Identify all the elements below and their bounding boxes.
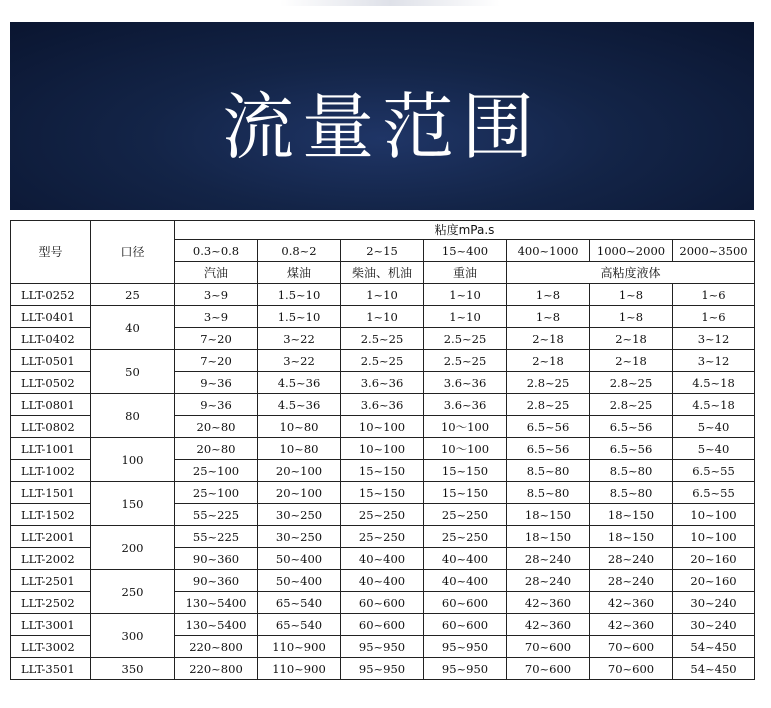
flow-cell: 55~225 [175, 504, 258, 526]
model-cell: LLT-3002 [11, 636, 91, 658]
fluid-cell: 高粘度液体 [507, 262, 755, 284]
flow-cell: 28~240 [507, 548, 590, 570]
table-row [11, 394, 755, 416]
flow-cell: 25~250 [424, 504, 507, 526]
flow-cell: 40~400 [341, 548, 424, 570]
flow-cell: 15~150 [341, 482, 424, 504]
flow-cell: 9~36 [175, 394, 258, 416]
model-cell: LLT-2501 [11, 570, 91, 592]
flow-cell: 60~600 [341, 614, 424, 636]
flow-cell: 2.8~25 [507, 372, 590, 394]
flow-cell: 220~800 [175, 658, 258, 680]
flow-cell: 30~250 [258, 526, 341, 548]
flow-cell: 1~6 [673, 284, 755, 306]
flow-cell: 2.5~25 [424, 350, 507, 372]
bore-cell: 40 [91, 306, 175, 350]
model-cell: LLT-0252 [11, 284, 91, 306]
flow-cell: 8.5~80 [507, 460, 590, 482]
flow-cell: 2.8~25 [590, 394, 673, 416]
model-cell: LLT-1001 [11, 438, 91, 460]
flow-cell: 15~150 [341, 460, 424, 482]
flow-cell: 54~450 [673, 636, 755, 658]
flow-cell: 130~5400 [175, 592, 258, 614]
flow-cell: 50~400 [258, 570, 341, 592]
model-cell: LLT-0401 [11, 306, 91, 328]
range-cell: 1000~2000 [590, 240, 673, 262]
flow-cell: 65~540 [258, 614, 341, 636]
flow-cell: 70~600 [507, 658, 590, 680]
flow-cell: 1~8 [507, 306, 590, 328]
model-cell: LLT-1501 [11, 482, 91, 504]
table-row [11, 570, 755, 592]
flow-cell: 2~18 [507, 350, 590, 372]
flow-cell: 42~360 [590, 614, 673, 636]
flow-cell: 3.6~36 [341, 372, 424, 394]
flow-cell: 95~950 [424, 636, 507, 658]
flow-cell: 60~600 [424, 614, 507, 636]
header-bore: 口径 [91, 221, 175, 284]
bore-cell: 300 [91, 614, 175, 658]
flow-cell: 130~5400 [175, 614, 258, 636]
top-smudge [280, 0, 500, 6]
flow-cell: 3~9 [175, 284, 258, 306]
range-cell: 0.3~0.8 [175, 240, 258, 262]
flow-cell: 10~80 [258, 438, 341, 460]
flow-cell: 15~150 [424, 460, 507, 482]
model-cell: LLT-1002 [11, 460, 91, 482]
flow-cell: 110~900 [258, 636, 341, 658]
flow-cell: 1~10 [424, 284, 507, 306]
bore-cell: 25 [91, 284, 175, 306]
fluid-cell: 汽油 [175, 262, 258, 284]
fluid-cell: 柴油、机油 [341, 262, 424, 284]
flow-cell: 42~360 [507, 614, 590, 636]
flow-cell: 9~36 [175, 372, 258, 394]
range-cell: 0.8~2 [258, 240, 341, 262]
flow-cell: 2.5~25 [424, 328, 507, 350]
flow-cell: 10~100 [341, 416, 424, 438]
flow-cell: 60~600 [341, 592, 424, 614]
flow-cell: 54~450 [673, 658, 755, 680]
table-row [11, 482, 755, 504]
range-cell: 15~400 [424, 240, 507, 262]
flow-cell: 70~600 [590, 636, 673, 658]
flow-cell: 7~20 [175, 350, 258, 372]
model-cell: LLT-0501 [11, 350, 91, 372]
flow-cell: 18~150 [507, 504, 590, 526]
flow-cell: 55~225 [175, 526, 258, 548]
flow-cell: 1~10 [341, 306, 424, 328]
flow-cell: 10~100 [673, 504, 755, 526]
model-cell: LLT-1502 [11, 504, 91, 526]
flow-cell: 42~360 [507, 592, 590, 614]
model-cell: LLT-2502 [11, 592, 91, 614]
bore-cell: 250 [91, 570, 175, 614]
flow-cell: 8.5~80 [590, 482, 673, 504]
flow-cell: 50~400 [258, 548, 341, 570]
flow-cell: 5~40 [673, 438, 755, 460]
flow-cell: 20~160 [673, 548, 755, 570]
flow-cell: 1~10 [341, 284, 424, 306]
flow-cell: 40~400 [424, 570, 507, 592]
flow-cell: 70~600 [590, 658, 673, 680]
flow-cell: 1~8 [590, 284, 673, 306]
flow-cell: 1~8 [507, 284, 590, 306]
header-viscosity: 粘度mPa.s [175, 221, 755, 240]
flow-cell: 6.5~55 [673, 460, 755, 482]
flow-cell: 1~6 [673, 306, 755, 328]
flow-cell: 2~18 [590, 350, 673, 372]
flow-cell: 3~12 [673, 350, 755, 372]
model-cell: LLT-0502 [11, 372, 91, 394]
table-row [11, 284, 755, 306]
bore-cell: 200 [91, 526, 175, 570]
flow-cell: 6.5~56 [590, 438, 673, 460]
flow-cell: 18~150 [590, 504, 673, 526]
flow-cell: 90~360 [175, 570, 258, 592]
flow-cell: 20~80 [175, 438, 258, 460]
flow-cell: 110~900 [258, 658, 341, 680]
flow-cell: 20~80 [175, 416, 258, 438]
bore-cell: 50 [91, 350, 175, 394]
flow-cell: 6.5~56 [590, 416, 673, 438]
model-cell: LLT-3001 [11, 614, 91, 636]
flow-cell: 90~360 [175, 548, 258, 570]
flow-cell: 18~150 [590, 526, 673, 548]
flow-cell: 4.5~18 [673, 372, 755, 394]
flow-cell: 1~10 [424, 306, 507, 328]
flow-cell: 6.5~56 [507, 416, 590, 438]
flow-cell: 25~250 [341, 504, 424, 526]
flow-cell: 2.5~25 [341, 350, 424, 372]
flow-cell: 10~100 [673, 526, 755, 548]
model-cell: LLT-0402 [11, 328, 91, 350]
bore-cell: 150 [91, 482, 175, 526]
flow-cell: 10～100 [424, 438, 507, 460]
flow-cell: 25~250 [341, 526, 424, 548]
flow-cell: 30~250 [258, 504, 341, 526]
flow-cell: 2.8~25 [507, 394, 590, 416]
flow-cell: 1~8 [590, 306, 673, 328]
model-cell: LLT-0801 [11, 394, 91, 416]
flow-cell: 3~9 [175, 306, 258, 328]
flow-cell: 8.5~80 [507, 482, 590, 504]
flow-cell: 7~20 [175, 328, 258, 350]
fluid-cell: 煤油 [258, 262, 341, 284]
flow-cell: 3.6~36 [424, 372, 507, 394]
flow-cell: 95~950 [424, 658, 507, 680]
bore-cell: 80 [91, 394, 175, 438]
flow-cell: 30~240 [673, 592, 755, 614]
flow-cell: 10~100 [341, 438, 424, 460]
flow-cell: 3.6~36 [424, 394, 507, 416]
flow-cell: 1.5~10 [258, 306, 341, 328]
flow-cell: 30~240 [673, 614, 755, 636]
model-cell: LLT-3501 [11, 658, 91, 680]
model-cell: LLT-2001 [11, 526, 91, 548]
table-row [11, 658, 755, 680]
flow-cell: 10~80 [258, 416, 341, 438]
flow-cell: 70~600 [507, 636, 590, 658]
table-row [11, 614, 755, 636]
table-row [11, 526, 755, 548]
flow-cell: 4.5~36 [258, 372, 341, 394]
flow-cell: 28~240 [590, 548, 673, 570]
flow-cell: 20~160 [673, 570, 755, 592]
flow-cell: 4.5~18 [673, 394, 755, 416]
flow-cell: 10～100 [424, 416, 507, 438]
range-cell: 400~1000 [507, 240, 590, 262]
flow-cell: 4.5~36 [258, 394, 341, 416]
flow-cell: 6.5~56 [507, 438, 590, 460]
flow-cell: 95~950 [341, 658, 424, 680]
flow-cell: 8.5~80 [590, 460, 673, 482]
table-row [11, 306, 755, 328]
flow-cell: 2.5~25 [341, 328, 424, 350]
flow-cell: 20~100 [258, 482, 341, 504]
header-model: 型号 [11, 221, 91, 284]
model-cell: LLT-2002 [11, 548, 91, 570]
flow-cell: 95~950 [341, 636, 424, 658]
title-banner [10, 22, 754, 210]
flow-cell: 40~400 [341, 570, 424, 592]
flow-cell: 6.5~55 [673, 482, 755, 504]
page-title: 流量范围 [221, 85, 542, 169]
range-cell: 2000~3500 [673, 240, 755, 262]
flow-cell: 2~18 [507, 328, 590, 350]
flow-cell: 28~240 [590, 570, 673, 592]
flow-cell: 3~12 [673, 328, 755, 350]
flow-cell: 18~150 [507, 526, 590, 548]
flow-cell: 3~22 [258, 328, 341, 350]
range-cell: 2~15 [341, 240, 424, 262]
fluid-cell: 重油 [424, 262, 507, 284]
flow-cell: 220~800 [175, 636, 258, 658]
flow-cell: 60~600 [424, 592, 507, 614]
flow-cell: 28~240 [507, 570, 590, 592]
flow-cell: 40~400 [424, 548, 507, 570]
flow-cell: 2~18 [590, 328, 673, 350]
flow-cell: 2.8~25 [590, 372, 673, 394]
bore-cell: 350 [91, 658, 175, 680]
model-cell: LLT-0802 [11, 416, 91, 438]
flow-cell: 65~540 [258, 592, 341, 614]
flow-cell: 5~40 [673, 416, 755, 438]
flow-cell: 3~22 [258, 350, 341, 372]
flow-cell: 25~100 [175, 482, 258, 504]
table-row [11, 438, 755, 460]
flow-range-table-container [10, 220, 754, 680]
flow-cell: 42~360 [590, 592, 673, 614]
flow-cell: 25~100 [175, 460, 258, 482]
flow-cell: 1.5~10 [258, 284, 341, 306]
flow-cell: 15~150 [424, 482, 507, 504]
flow-cell: 3.6~36 [341, 394, 424, 416]
flow-cell: 25~250 [424, 526, 507, 548]
flow-cell: 20~100 [258, 460, 341, 482]
bore-cell: 100 [91, 438, 175, 482]
flow-range-table [10, 220, 755, 680]
top-strip [0, 0, 771, 22]
table-row [11, 350, 755, 372]
